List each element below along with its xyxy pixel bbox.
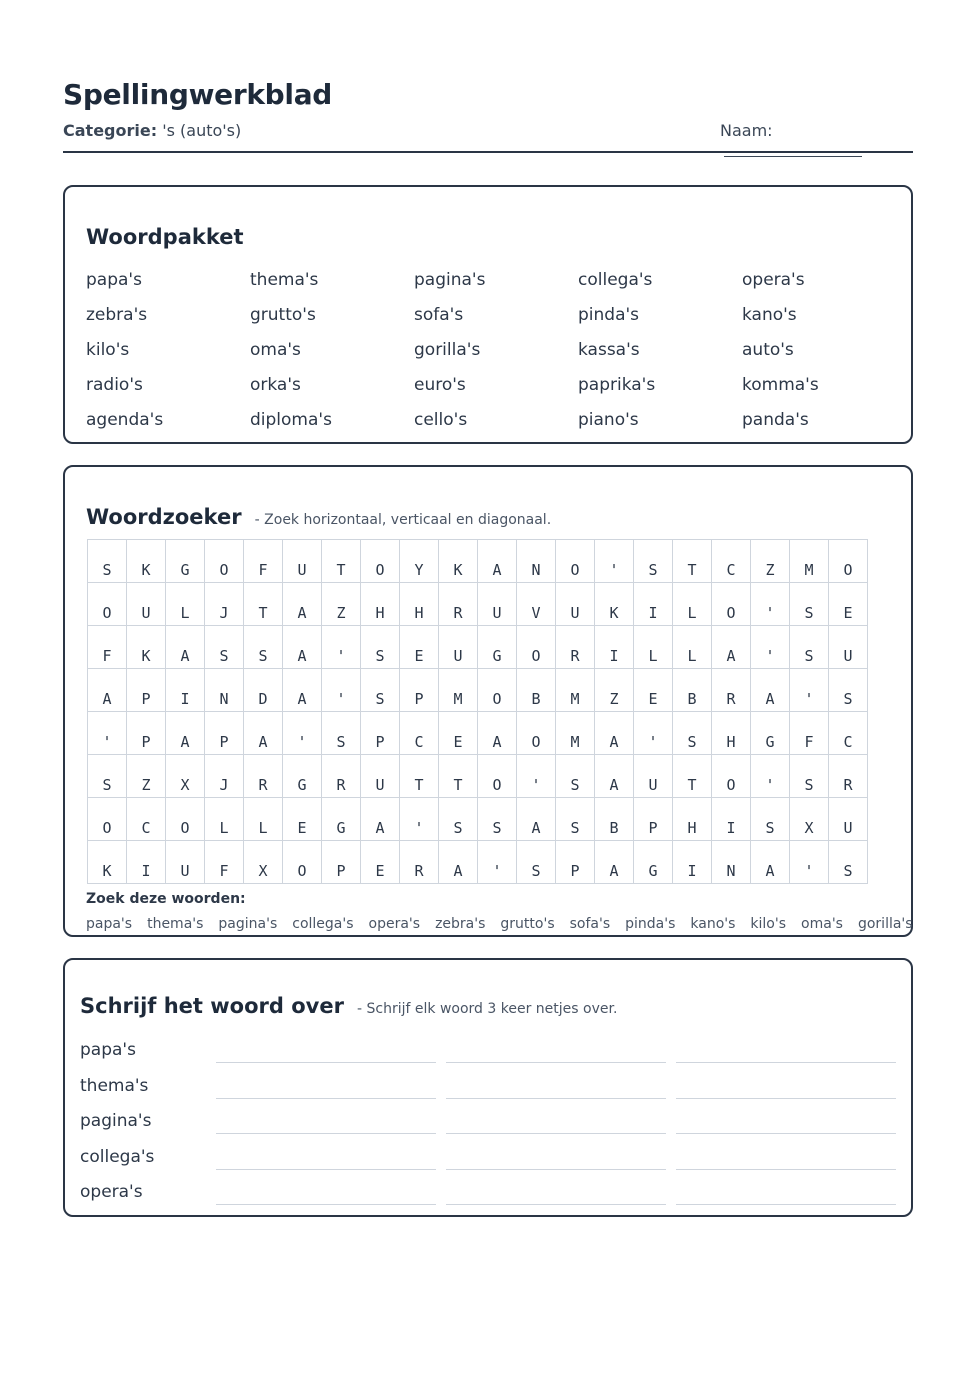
page-title: Spellingwerkblad [63,78,333,111]
letter-cell[interactable]: ' [400,798,439,841]
header-divider [63,151,913,153]
writing-line[interactable] [216,1169,436,1170]
letter-cell[interactable]: G [751,712,790,755]
word-package-item: oma's [250,340,301,360]
writing-line[interactable] [446,1204,666,1205]
letter-cell[interactable]: K [127,626,166,669]
letter-cell[interactable]: A [283,583,322,626]
letter-cell[interactable]: J [205,755,244,798]
letter-cell[interactable]: F [88,626,127,669]
letter-cell[interactable]: A [166,712,205,755]
letter-cell[interactable]: M [439,669,478,712]
writing-line[interactable] [216,1204,436,1205]
letter-grid-row [88,798,868,841]
word-package-item: papa's [86,270,142,290]
letter-cell[interactable]: P [634,798,673,841]
letter-cell[interactable]: ' [595,540,634,583]
word-search-title: Woordzoeker [86,505,242,529]
letter-grid-row [88,669,868,712]
letter-cell[interactable]: G [283,755,322,798]
letter-cell[interactable]: U [361,755,400,798]
letter-cell[interactable]: O [478,669,517,712]
word-package-item: zebra's [86,305,148,325]
find-words-list [86,916,928,932]
word-package-panel [63,185,913,444]
word-package-item: grutto's [250,305,316,325]
letter-cell[interactable]: S [361,669,400,712]
name-line[interactable] [724,140,862,157]
letter-cell[interactable]: K [439,540,478,583]
letter-cell[interactable]: Z [595,669,634,712]
letter-cell[interactable]: O [517,712,556,755]
letter-cell[interactable]: G [322,798,361,841]
letter-cell[interactable]: O [88,798,127,841]
letter-cell[interactable]: P [556,841,595,884]
letter-cell[interactable]: C [829,712,868,755]
letter-cell[interactable]: G [634,841,673,884]
letter-cell[interactable]: N [712,841,751,884]
letter-cell[interactable]: S [439,798,478,841]
letter-cell[interactable]: O [166,798,205,841]
letter-cell[interactable]: ' [478,841,517,884]
word-package-item: kassa's [578,340,640,360]
letter-grid-row [88,626,868,669]
letter-cell[interactable]: N [205,669,244,712]
writing-line[interactable] [676,1169,896,1170]
letter-cell[interactable]: X [244,841,283,884]
letter-cell[interactable]: N [517,540,556,583]
word-package-item: diploma's [250,410,332,430]
letter-cell[interactable]: O [283,841,322,884]
word-package-item: opera's [742,270,805,290]
letter-cell[interactable]: U [478,583,517,626]
letter-cell[interactable]: R [556,626,595,669]
letter-cell[interactable]: O [712,583,751,626]
letter-cell[interactable]: ' [517,755,556,798]
letter-cell[interactable]: R [322,755,361,798]
letter-cell[interactable]: P [400,669,439,712]
word-search-subtitle: - Zoek horizontaal, verticaal en diagonaal. [254,512,552,528]
copy-word-label: collega's [80,1146,155,1167]
letter-cell[interactable]: ' [283,712,322,755]
copy-word-label: papa's [80,1040,136,1060]
letter-cell[interactable]: U [127,583,166,626]
letter-cell[interactable]: L [166,583,205,626]
letter-cell[interactable]: ' [322,669,361,712]
word-package-item: cello's [414,410,468,430]
letter-grid-row [88,841,868,884]
writing-line[interactable] [216,1062,436,1063]
writing-line[interactable] [446,1062,666,1063]
letter-cell[interactable]: R [439,583,478,626]
find-word-item: opera's [368,916,421,932]
letter-cell[interactable]: K [595,583,634,626]
letter-cell[interactable]: L [634,626,673,669]
letter-cell[interactable]: L [673,583,712,626]
find-word-item: zebra's [435,916,486,932]
writing-line[interactable] [676,1133,896,1134]
letter-cell[interactable]: P [127,712,166,755]
letter-cell[interactable]: ' [751,626,790,669]
letter-cell[interactable]: S [556,798,595,841]
letter-cell[interactable]: S [517,841,556,884]
word-package-item: thema's [250,270,319,290]
letter-cell[interactable]: O [361,540,400,583]
word-search-panel [63,465,913,937]
letter-cell[interactable]: D [244,669,283,712]
word-package-item: komma's [742,375,819,395]
letter-cell[interactable]: U [829,626,868,669]
letter-cell[interactable]: R [400,841,439,884]
copy-word-label: pagina's [80,1111,152,1131]
name-label: Naam: [720,121,773,140]
letter-cell[interactable]: H [712,712,751,755]
letter-cell[interactable]: C [127,798,166,841]
letter-cell[interactable]: K [88,841,127,884]
letter-cell[interactable]: S [790,755,829,798]
letter-cell[interactable]: O [556,540,595,583]
copy-words-panel [63,958,913,1217]
letter-cell[interactable]: T [244,583,283,626]
letter-cell[interactable]: A [595,841,634,884]
letter-grid-row [88,712,868,755]
letter-cell[interactable]: S [322,712,361,755]
letter-cell[interactable]: P [322,841,361,884]
copy-row [80,1147,900,1177]
letter-cell[interactable]: A [88,669,127,712]
word-package-item: agenda's [86,410,164,430]
letter-cell[interactable]: O [517,626,556,669]
letter-cell[interactable]: S [205,626,244,669]
letter-cell[interactable]: K [127,540,166,583]
worksheet-header [63,78,913,143]
letter-cell[interactable]: Y [400,540,439,583]
find-word-item: oma's [801,916,843,932]
writing-line[interactable] [446,1169,666,1170]
word-package-item: gorilla's [414,340,481,360]
letter-cell[interactable]: ' [790,669,829,712]
letter-cell[interactable]: S [790,626,829,669]
letter-cell[interactable]: R [712,669,751,712]
letter-cell[interactable]: O [205,540,244,583]
writing-line[interactable] [216,1098,436,1099]
letter-cell[interactable]: S [361,626,400,669]
word-package-item: piano's [578,410,639,430]
letter-cell[interactable]: S [88,540,127,583]
letter-cell[interactable]: R [244,755,283,798]
letter-cell[interactable]: T [673,755,712,798]
letter-cell[interactable]: C [400,712,439,755]
letter-cell[interactable]: O [88,583,127,626]
word-package-item: radio's [86,375,143,395]
letter-cell[interactable]: A [595,755,634,798]
letter-cell[interactable]: I [712,798,751,841]
letter-cell[interactable]: E [439,712,478,755]
copy-row [80,1111,900,1141]
copy-row [80,1182,900,1212]
letter-cell[interactable]: H [361,583,400,626]
find-word-item: kilo's [750,916,787,932]
letter-cell[interactable]: A [283,669,322,712]
letter-cell[interactable]: S [244,626,283,669]
letter-grid-row [88,755,868,798]
letter-cell[interactable]: A [283,626,322,669]
word-package-item: kano's [742,305,797,325]
letter-grid-row [88,583,868,626]
letter-cell[interactable]: P [361,712,400,755]
writing-line[interactable] [446,1098,666,1099]
letter-cell[interactable]: A [751,669,790,712]
letter-cell[interactable]: E [400,626,439,669]
letter-cell[interactable]: A [751,841,790,884]
copy-section-title: Schrijf het woord over [80,994,344,1018]
letter-cell[interactable]: ' [751,583,790,626]
letter-cell[interactable]: B [673,669,712,712]
letter-cell[interactable]: P [127,669,166,712]
find-words-title: Zoek deze woorden: [86,891,246,907]
find-word-item: grutto's [500,916,555,932]
letter-cell[interactable]: ' [88,712,127,755]
letter-cell[interactable]: O [478,755,517,798]
letter-cell[interactable]: S [829,669,868,712]
letter-cell[interactable]: I [166,669,205,712]
letter-cell[interactable]: E [283,798,322,841]
letter-cell[interactable]: I [595,626,634,669]
word-package-list [86,267,906,442]
writing-line[interactable] [216,1133,436,1134]
letter-cell[interactable]: O [829,540,868,583]
find-word-item: kano's [690,916,736,932]
letter-cell[interactable]: T [439,755,478,798]
letter-cell[interactable]: E [634,669,673,712]
letter-cell[interactable]: E [829,583,868,626]
category-label: Categorie: [63,121,158,140]
letter-cell[interactable]: S [88,755,127,798]
letter-cell[interactable]: Z [127,755,166,798]
letter-cell[interactable]: ' [322,626,361,669]
category-value: 's (auto's) [162,121,242,140]
letter-cell[interactable]: S [478,798,517,841]
letter-cell[interactable]: M [556,669,595,712]
find-word-item: pagina's [218,916,278,932]
copy-row [80,1076,900,1106]
letter-cell[interactable]: A [166,626,205,669]
letter-cell[interactable]: S [634,540,673,583]
writing-line[interactable] [676,1204,896,1205]
letter-cell[interactable]: S [751,798,790,841]
letter-cell[interactable]: I [634,583,673,626]
letter-cell[interactable]: S [829,841,868,884]
word-package-item: collega's [578,270,653,290]
find-word-item: collega's [292,916,354,932]
letter-cell[interactable]: M [556,712,595,755]
letter-cell[interactable]: R [829,755,868,798]
letter-cell[interactable]: G [478,626,517,669]
letter-cell[interactable]: T [400,755,439,798]
letter-cell[interactable]: J [205,583,244,626]
writing-line[interactable] [676,1098,896,1099]
letter-cell[interactable]: U [556,583,595,626]
writing-line[interactable] [676,1062,896,1063]
letter-cell[interactable]: S [790,583,829,626]
copy-row [80,1040,900,1070]
word-package-item: sofa's [414,305,464,325]
letter-cell[interactable]: L [244,798,283,841]
letter-cell[interactable]: G [166,540,205,583]
letter-cell[interactable]: X [790,798,829,841]
letter-cell[interactable]: F [244,540,283,583]
letter-cell[interactable]: H [400,583,439,626]
word-package-item: pinda's [578,305,640,325]
meta-row [63,121,913,143]
letter-cell[interactable]: L [205,798,244,841]
word-package-title: Woordpakket [86,225,244,249]
letter-cell[interactable]: I [673,841,712,884]
letter-cell[interactable]: I [127,841,166,884]
copy-section-subtitle: - Schrijf elk woord 3 keer netjes over. [357,1001,618,1017]
letter-cell[interactable]: A [361,798,400,841]
word-package-item: panda's [742,410,809,430]
letter-cell[interactable]: A [595,712,634,755]
letter-cell[interactable]: ' [634,712,673,755]
name-field[interactable] [720,121,913,161]
find-word-item: pinda's [625,916,676,932]
letter-cell[interactable]: A [712,626,751,669]
find-word-item: papa's [86,916,133,932]
letter-cell[interactable]: U [634,755,673,798]
letter-cell[interactable]: C [712,540,751,583]
letter-cell[interactable]: Z [322,583,361,626]
word-package-item: euro's [414,375,466,395]
find-word-item: thema's [147,916,204,932]
find-word-item: gorilla's [857,916,913,932]
letter-cell[interactable]: F [205,841,244,884]
letter-cell[interactable]: X [166,755,205,798]
word-package-item: pagina's [414,270,486,290]
letter-grid-row [88,540,868,583]
letter-cell[interactable]: P [205,712,244,755]
word-package-item: paprika's [578,375,656,395]
word-package-item: kilo's [86,340,130,360]
letter-cell[interactable]: S [556,755,595,798]
word-package-item: auto's [742,340,794,360]
letter-cell[interactable]: A [517,798,556,841]
letter-cell[interactable]: V [517,583,556,626]
letter-cell[interactable]: S [673,712,712,755]
letter-cell[interactable]: A [478,540,517,583]
letter-cell[interactable]: ' [790,841,829,884]
letter-cell[interactable]: ' [751,755,790,798]
copy-word-label: thema's [80,1075,149,1096]
letter-cell[interactable]: F [790,712,829,755]
letter-grid [87,539,868,884]
letter-cell[interactable]: B [517,669,556,712]
letter-cell[interactable]: A [439,841,478,884]
letter-cell[interactable]: O [712,755,751,798]
find-word-item: sofa's [569,916,611,932]
letter-cell[interactable]: M [790,540,829,583]
letter-cell[interactable]: A [478,712,517,755]
letter-cell[interactable]: A [244,712,283,755]
letter-cell[interactable]: T [322,540,361,583]
letter-cell[interactable]: U [439,626,478,669]
letter-cell[interactable]: U [166,841,205,884]
letter-cell[interactable]: L [673,626,712,669]
letter-cell[interactable]: B [595,798,634,841]
letter-cell[interactable]: H [673,798,712,841]
letter-cell[interactable]: Z [751,540,790,583]
word-package-item: orka's [250,375,301,395]
letter-cell[interactable]: E [361,841,400,884]
copy-word-label: opera's [80,1182,143,1202]
letter-cell[interactable]: U [829,798,868,841]
letter-cell[interactable]: U [283,540,322,583]
writing-line[interactable] [446,1133,666,1134]
letter-cell[interactable]: T [673,540,712,583]
